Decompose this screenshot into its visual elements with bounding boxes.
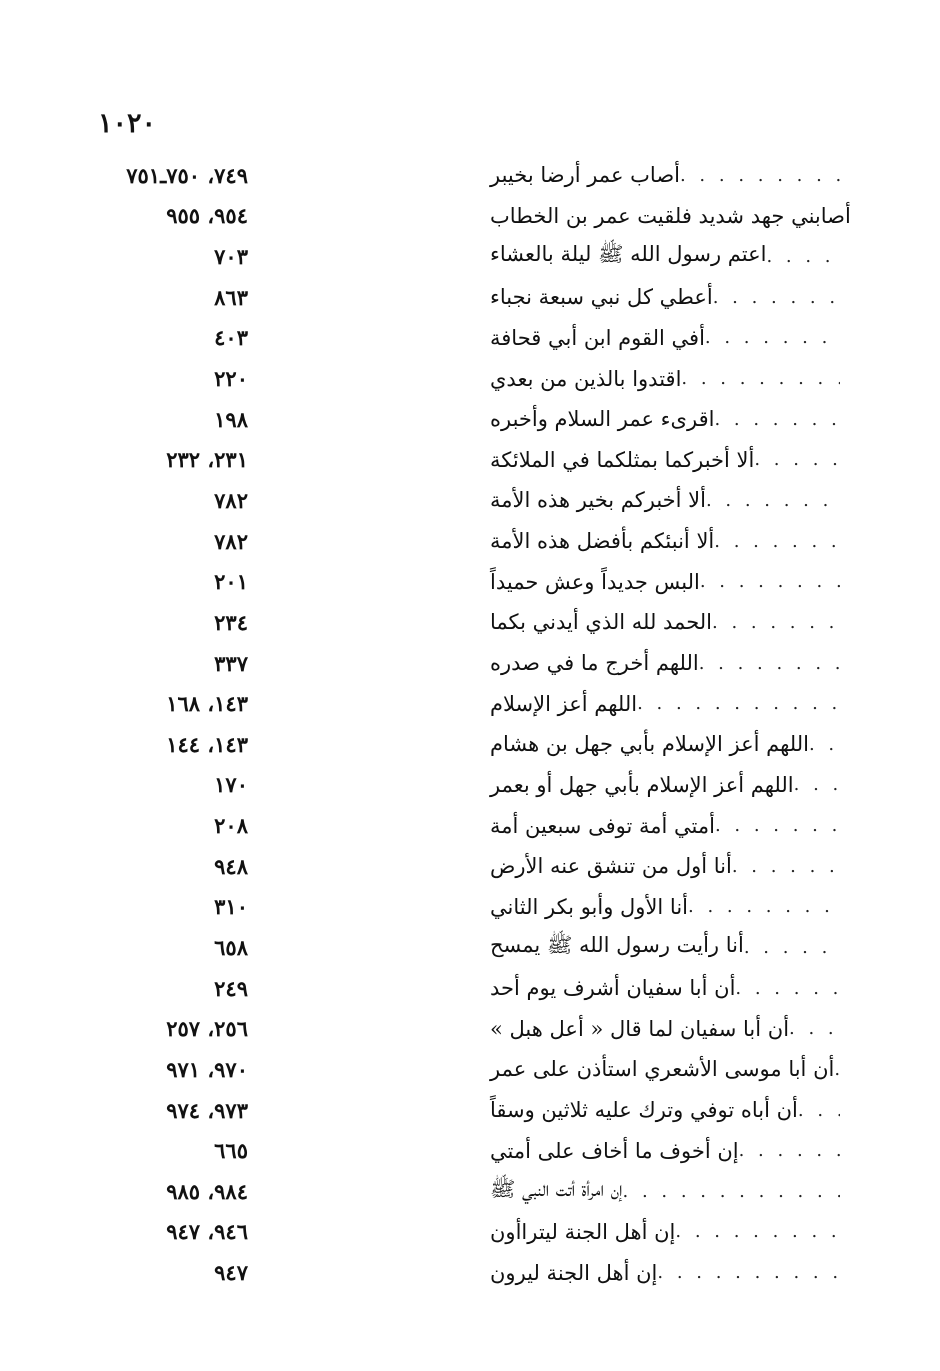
entry-page-refs [60,529,248,554]
entry-page-refs [60,1179,248,1204]
page-refs-text: ٨٦٣ [214,284,248,310]
entry-title: أمتي أمة توفى سبعين أمة [490,813,715,838]
index-entry [0,1090,940,1131]
entry-title: اللهم أعز الإسلام بأبي جهل بن هشام [490,732,809,757]
index-entry [0,927,940,968]
entry-page-refs [60,732,248,757]
dot-leader [732,856,840,877]
page-refs-text: ٩٤٨ [214,853,248,879]
page-refs-text: ٧٠٣ [214,244,248,270]
page-refs-text: ٩٨٤، ٩٨٥ [166,1178,248,1204]
page-refs-text: ٣١٠ [214,894,248,920]
index-entry [0,724,940,765]
entry-page-refs [60,894,248,919]
entry-page-refs [60,610,248,635]
index-entry [0,968,940,1009]
index-entry [0,1008,940,1049]
dot-leader [714,409,840,430]
page-refs-text: ٦٦٥ [214,1138,248,1164]
entry-title: إن أهل الجنة ليرون [490,1260,658,1285]
dot-leader [809,734,840,755]
entry-title-group [480,163,840,187]
page-refs-text: ٢٣٤ [214,609,248,635]
dot-leader [637,693,840,714]
page-refs-text: ٢٠٨ [214,813,248,839]
dot-leader [794,774,840,795]
dot-leader [706,490,840,511]
entry-page-refs [60,1016,248,1041]
entry-title-group [480,932,840,963]
page-refs-text: ٢٥٦، ٢٥٧ [166,1016,248,1042]
page-refs-text: ٧٤٩، ٧٥٠ـ٧٥١ [126,162,248,188]
index-entry [0,1212,940,1253]
index-entry [0,1171,940,1212]
entry-title-group [480,1176,840,1207]
entry-page-refs [60,163,248,188]
index-entry [0,683,940,724]
dot-leader [680,165,840,186]
dot-leader [681,368,840,389]
page-refs-text: ٧٨٢ [214,487,248,513]
entry-title-group [480,326,840,350]
entry-title: البس جديداً وعش حميداً [490,569,700,594]
entry-page-refs [60,976,248,1001]
index-entry [0,318,940,359]
entry-title: ألا أخبركما بمثلكما في الملائكة [490,447,755,472]
entry-title: أنا أول من تنشق عنه الأرض [490,854,732,879]
entry-page-refs [60,854,248,879]
entry-title-group [480,285,840,309]
page-refs-text: ٢٢٠ [214,366,248,392]
entry-title-group [480,773,840,797]
index-entry [0,1049,940,1090]
entry-title-group [480,976,840,1000]
entry-page-refs [60,488,248,513]
entry-title: اللهم أعز الإسلام [490,691,638,716]
entry-title-group [480,448,840,472]
index-entry [0,887,940,928]
dot-leader [739,1140,840,1161]
page-refs-text: ٩٤٦، ٩٤٧ [166,1219,248,1245]
entry-title: ألا أنبئكم بأفضل هذه الأمة [490,529,715,554]
entry-title-group [480,241,840,272]
dot-leader [735,978,840,999]
dot-leader [700,571,840,592]
dot-leader [623,1181,840,1202]
entry-title: الحمد لله الذي أيدني بكما [490,610,712,635]
page-refs-text: ١٩٨ [214,406,248,432]
page-refs-text: ١٧٠ [214,772,248,798]
entry-title-group [480,1057,840,1081]
index-entry [0,805,940,846]
entry-page-refs [60,772,248,797]
index-entry [0,358,940,399]
index-entry [0,236,940,277]
page-refs-text: ٩٥٤، ٩٥٥ [166,203,248,229]
dot-leader [688,896,840,917]
index-entry [0,602,940,643]
entry-title: أن أبا موسى الأشعري استأذن على عمر [490,1057,835,1082]
entry-title-group [480,367,840,391]
entry-page-refs [60,691,248,716]
dot-leader [798,1100,840,1121]
entry-title-group [480,651,840,675]
entry-page-refs [60,935,248,960]
entry-title-group [480,529,840,553]
entry-title-group [480,488,840,512]
entry-title-group [480,1098,840,1122]
entry-title: اللهم أخرج ما في صدره [490,651,699,675]
entry-page-refs [60,1219,248,1244]
entry-title: أن أبا سفيان أشرف يوم أحد [490,976,736,1001]
page-refs-text: ٢٤٩ [214,975,248,1001]
page-refs-text: ٢٠١ [214,569,248,595]
entry-title: ألا أخبركم بخير هذه الأمة [490,488,706,513]
entry-title-group [480,814,840,838]
index-entry [0,561,940,602]
entry-page-refs [60,285,248,310]
dot-leader [766,246,840,267]
dot-leader [714,531,840,552]
entry-page-refs [60,325,248,350]
dot-leader [712,612,840,633]
entry-page-refs [60,1138,248,1163]
index-entry [0,439,940,480]
entry-page-refs [60,244,248,269]
entry-title: اللهم أعز الإسلام بأبي جهل أو بعمر [490,772,794,797]
entry-title: أن أبا سفيان لما قال « أعل هبل » [490,1016,790,1041]
index-entry [0,399,940,440]
dot-leader [754,449,840,470]
entry-title-group [480,1220,840,1244]
dot-leader [699,653,840,674]
page-refs-text: ٤٠٣ [214,325,248,351]
index-entry [0,846,940,887]
entry-title-group [480,203,851,228]
entry-title: اعتم رسول الله ﷺ ليلة بالعشاء [490,242,767,267]
dot-leader [834,1059,840,1080]
entry-title: أصابني جهد شديد فلقيت عمر بن الخطاب [490,203,851,228]
dot-leader [675,1221,840,1242]
index-entry [0,1252,940,1293]
entry-page-refs [60,407,248,432]
page-refs-text: ٦٥٨ [214,934,248,960]
page-refs-text: ١٤٣، ١٦٨ [166,691,248,717]
entry-title: أصاب عمر أرضا بخيبر [490,163,680,188]
entry-title-group [480,854,840,878]
index-entry [0,277,940,318]
page-refs-text: ٩٤٧ [214,1260,248,1286]
entry-title-group [480,1139,840,1163]
entry-title: إن أهل الجنة ليتراأون [490,1219,676,1244]
entry-title: أعطي كل نبي سبعة نجباء [490,285,713,310]
entry-page-refs [60,1098,248,1123]
page-refs-text: ٣٣٧ [214,650,248,676]
entry-title: اقتدوا بالذين من بعدي [490,366,682,391]
entry-title-group [480,732,840,756]
index-entry [0,196,940,237]
dot-leader [715,815,840,836]
page-refs-text: ١٤٣، ١٤٤ [166,731,248,757]
entry-title: اقرىء عمر السلام وأخبره [490,407,715,432]
entry-title: أفي القوم ابن أبي قحافة [490,325,705,350]
index-entry [0,155,940,196]
page-refs-text: ٧٨٢ [214,528,248,554]
entry-title-group [480,407,840,431]
entry-page-refs [60,1260,248,1285]
dot-leader [789,1018,840,1039]
index-entry [0,1130,940,1171]
entry-title: أنا رأيت رسول الله ﷺ يمسح [490,932,744,957]
index-entry [0,765,940,806]
index-entry [0,643,940,684]
index-entry [0,480,940,521]
entry-page-refs [60,651,248,676]
entry-page-refs [60,203,248,228]
page-refs-text: ٢٣١، ٢٣٢ [166,447,248,473]
dot-leader [657,1262,840,1283]
index-entry [0,521,940,562]
dot-leader [744,937,840,958]
entry-title: أنا الأول وأبو بكر الثاني [490,894,689,919]
page-number: ١٠٢٠ [98,108,157,139]
entry-title-group [480,1261,840,1285]
entry-title-group [480,570,840,594]
entry-title-group [480,610,840,634]
entry-title-group [480,895,840,919]
entry-page-refs [60,447,248,472]
entry-title: أن أباه توفي وترك عليه ثلاثين وسقاً [490,1098,798,1123]
entry-title-group [480,1017,840,1041]
entry-page-refs [60,569,248,594]
entry-page-refs [60,1057,248,1082]
entry-title-group [480,692,840,716]
page-refs-text: ٩٧٣، ٩٧٤ [166,1097,248,1123]
page-refs-text: ٩٧٠، ٩٧١ [166,1056,248,1082]
dot-leader [713,287,840,308]
hadith-index-list [0,155,940,1293]
dot-leader [705,327,840,348]
entry-title: إن امرأة أتت النبي ﷺ [490,1176,623,1201]
entry-title: إن أخوف ما أخاف على أمتي [490,1138,739,1163]
entry-page-refs [60,366,248,391]
entry-page-refs [60,813,248,838]
